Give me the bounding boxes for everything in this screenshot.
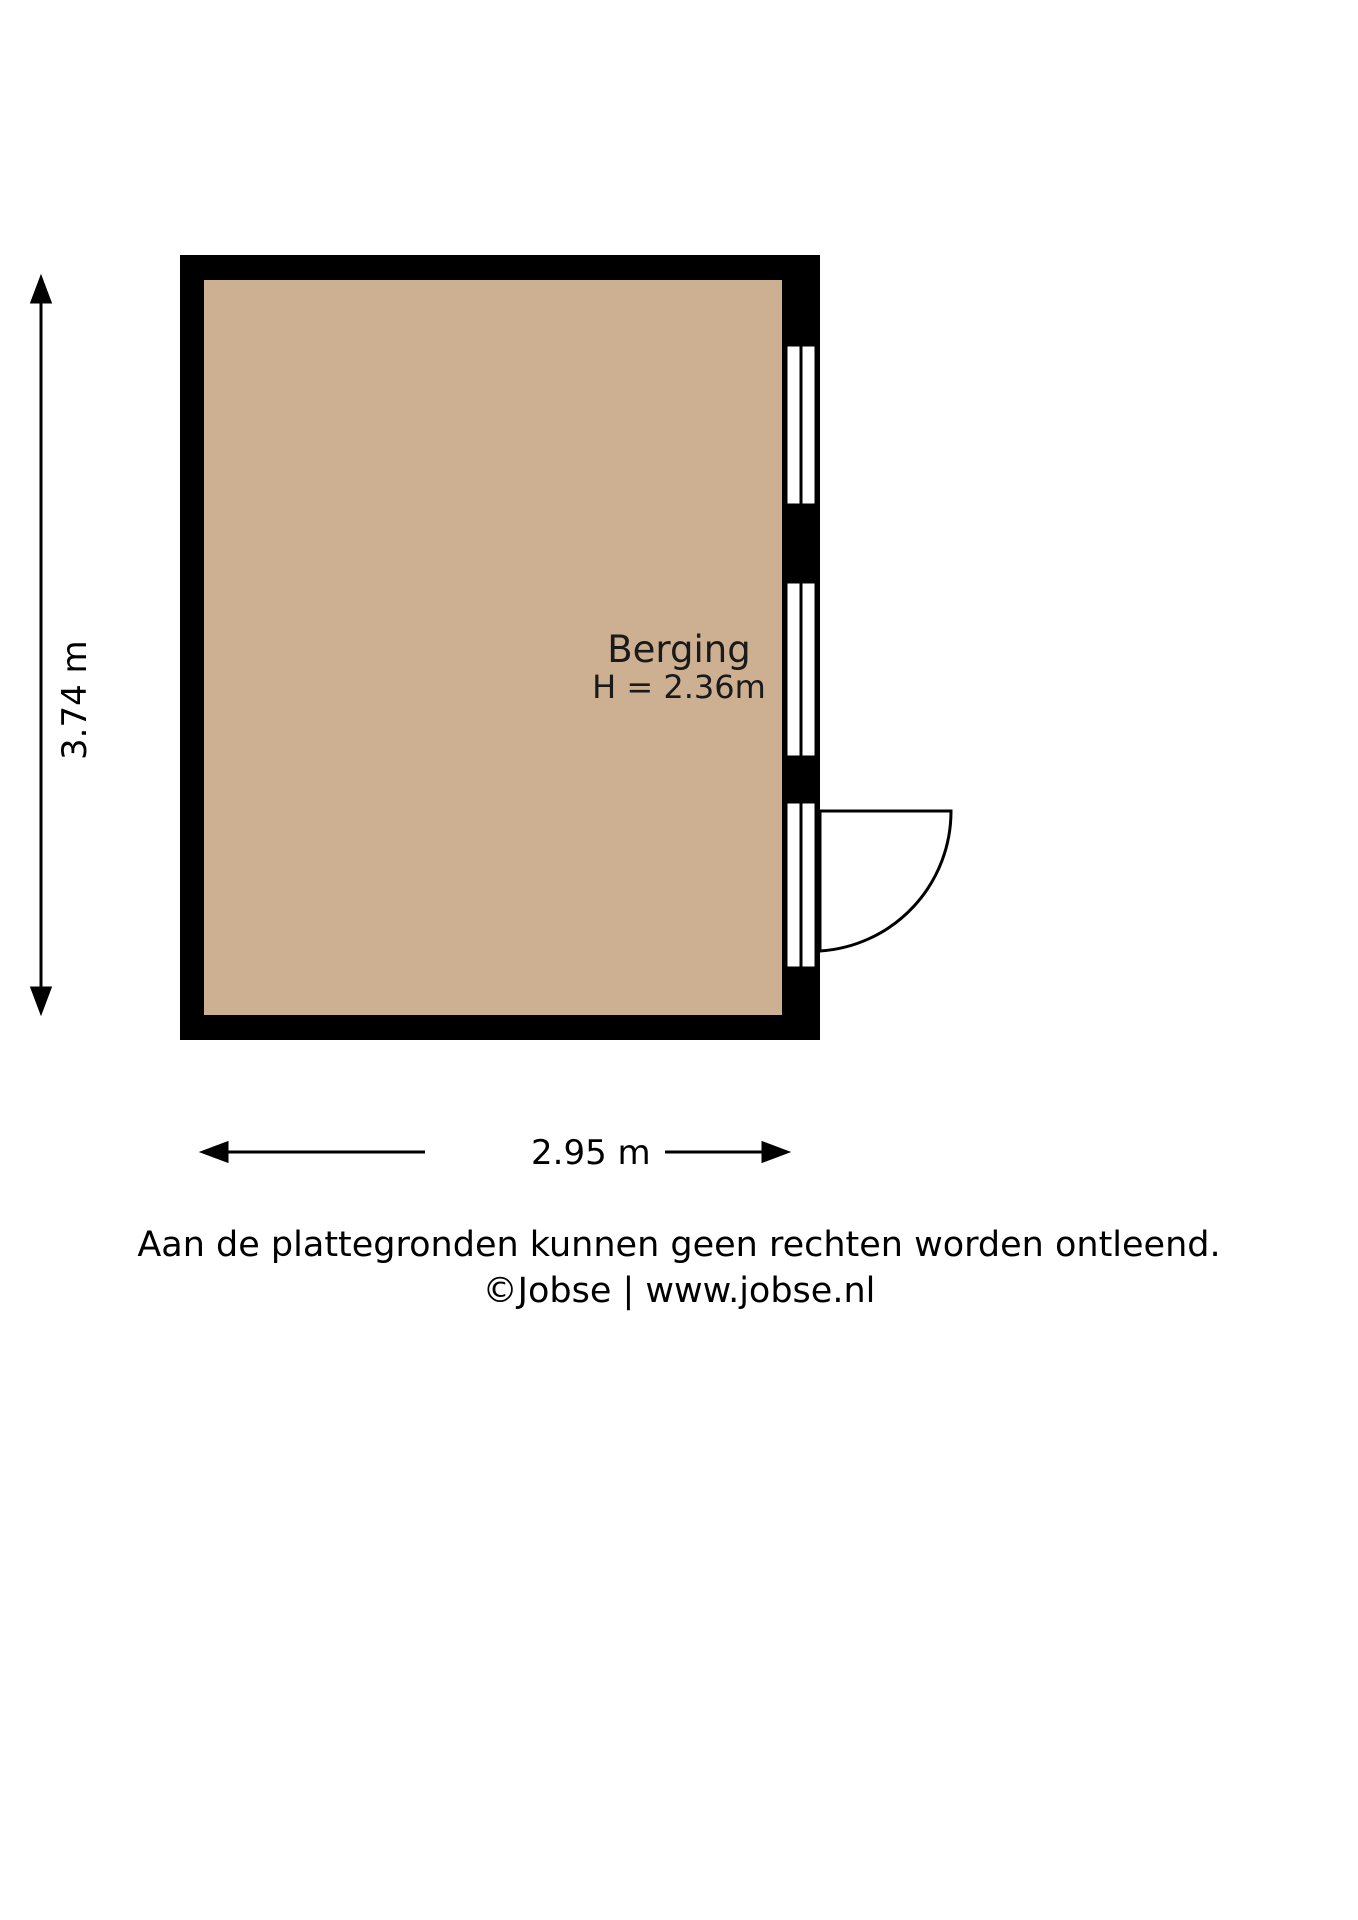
horizontal-dimension-arrow <box>203 1143 787 1161</box>
horizontal-dimension-label: 2.95 m <box>531 1133 651 1173</box>
door-leaf <box>786 802 816 968</box>
door-swing-arc <box>820 811 951 951</box>
wall-pier-right-upper <box>782 505 820 582</box>
disclaimer-text <box>0 1222 1358 1314</box>
room-ceiling-height-label: H = 2.36m <box>592 668 766 706</box>
disclaimer-line-2: ©Jobse | www.jobse.nl <box>482 1271 876 1312</box>
wall-pier-right-lower <box>782 757 820 802</box>
vertical-dimension-label: 3.74 m <box>55 640 95 760</box>
disclaimer-line-1: Aan de plattegronden kunnen geen rechten worden ontleend. <box>137 1225 1221 1265</box>
wall-segment-right-top <box>782 255 820 345</box>
room-name-label: Berging <box>607 628 751 671</box>
wall-segment-right-bottom <box>782 968 820 1040</box>
window-symbol <box>786 345 816 505</box>
